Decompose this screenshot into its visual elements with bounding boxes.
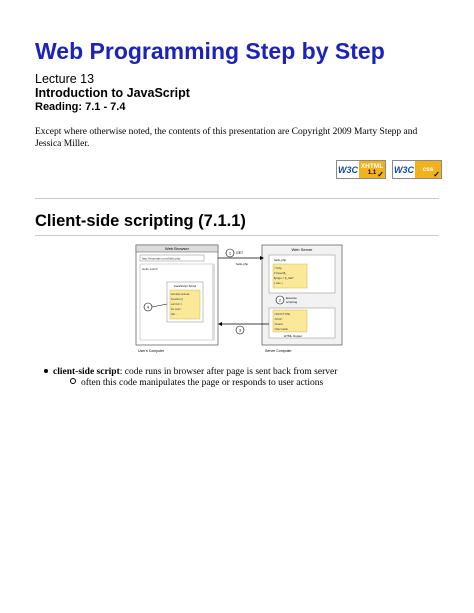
badge-version: 1.1 (367, 169, 377, 176)
browser-scrollbar (212, 264, 215, 340)
browser-title: Web Browser (165, 246, 189, 251)
script-line: var hdr = (171, 302, 183, 306)
checkmark-icon: ✓ (377, 170, 384, 179)
css-validation-badge[interactable] (392, 160, 442, 179)
validation-badges (336, 160, 442, 179)
execute-label: Execute (286, 296, 297, 300)
html-output-label: HTML Output (284, 334, 302, 338)
svg-text:1: 1 (228, 250, 232, 256)
svg-text:4: 4 (146, 304, 150, 310)
sub-bullet-icon (70, 378, 76, 384)
reading-assignment: Reading: 7.1 - 7.4 (35, 101, 126, 113)
request-label: GET (236, 251, 244, 255)
copyright-notice: Except where otherwise noted, the contents of this presentation are Copyright 2009 Marty Stepp and Jessica Miller. (35, 127, 418, 149)
html-line: <head> (274, 322, 284, 326)
lecture-subtitle: Introduction to JavaScript (35, 86, 190, 100)
w3c-logo: W3C (338, 164, 358, 175)
script-line: window.onload (171, 292, 190, 296)
badge-standard: XHTML (360, 162, 384, 170)
browser-page-text: Hello world! (142, 267, 158, 271)
php-line: $page = $_GET (274, 276, 294, 280)
xhtml-validation-badge[interactable] (336, 160, 386, 179)
section-divider-bottom (35, 235, 439, 236)
script-line: function() (171, 297, 183, 301)
section-title: Client-side scripting (7.1.1) (35, 212, 246, 230)
user-computer-label: User's Computer (138, 349, 165, 353)
page-title: Web Programming Step by Step (35, 38, 385, 64)
script-title: JavaScript Script (173, 284, 197, 288)
svg-text:2: 2 (278, 297, 282, 303)
bullet-icon (44, 369, 48, 373)
badge-standard: css (422, 166, 434, 173)
php-line: <?php (274, 266, 282, 270)
checkmark-icon: ✓ (433, 170, 440, 179)
server-computer-label: Server Computer (265, 349, 292, 353)
lecture-number: Lecture 13 (35, 72, 95, 86)
term: client-side script (53, 367, 120, 377)
html-line: <title>Hello (274, 327, 288, 331)
svg-text:3: 3 (238, 327, 242, 333)
client-server-diagram (134, 244, 344, 356)
php-line: if (isset($_ (274, 271, 287, 275)
server-title: Web Server (291, 247, 313, 252)
term-definition: : code runs in browser after page is sent back from server (119, 367, 338, 377)
request-file: hello.php (236, 262, 249, 266)
php-file-title: hello.php (274, 258, 287, 262)
script-line: hdr... (171, 312, 178, 316)
w3c-logo: W3C (394, 164, 414, 175)
list-item (44, 367, 444, 377)
browser-url: http://example.com/hello.php (142, 256, 181, 261)
sub-item-text: often this code manipulates the page or responds to user actions (81, 378, 324, 388)
html-line: <!DOCTYPE (274, 312, 290, 316)
php-line: } else { (274, 281, 283, 285)
bullet-list (44, 367, 444, 388)
execute-label: scripting (286, 300, 298, 304)
script-line: for (var i (171, 307, 182, 311)
sub-list-item (44, 378, 444, 388)
section-divider-top (35, 198, 439, 199)
html-line: <html> (274, 317, 283, 321)
